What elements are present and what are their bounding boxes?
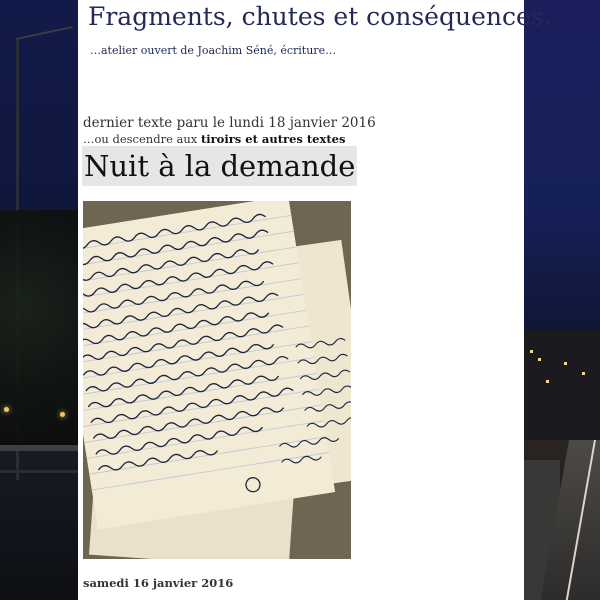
descend-line xyxy=(83,132,345,146)
window-light xyxy=(582,372,585,375)
window-light xyxy=(546,380,549,383)
latest-text-intro: dernier texte paru le lundi 18 janvier 2016 xyxy=(83,115,376,131)
next-post-date: samedi 16 janvier 2016 xyxy=(83,576,234,590)
window-light xyxy=(530,350,533,353)
street-lamp-arm xyxy=(16,26,73,40)
post-title[interactable]: Nuit à la demande xyxy=(82,146,357,186)
drawers-link[interactable]: tiroirs et autres textes xyxy=(200,132,346,146)
manuscript-photo xyxy=(83,201,351,559)
window-light xyxy=(564,362,567,365)
site-description: …atelier ouvert de Joachim Séné, écriture… xyxy=(90,44,337,57)
railing-lower xyxy=(0,470,78,473)
content-column xyxy=(78,0,552,600)
background-photo-right xyxy=(524,0,600,600)
window-light xyxy=(538,358,541,361)
railing xyxy=(0,445,78,451)
post-image[interactable] xyxy=(83,201,351,559)
background-photo-left xyxy=(0,0,78,600)
site-title[interactable]: Fragments, chutes et conséquences. xyxy=(88,2,552,31)
building-silhouette xyxy=(524,330,600,440)
city-light xyxy=(4,407,9,412)
trees-silhouette xyxy=(0,210,78,450)
city-light xyxy=(60,412,65,417)
descend-prefix: …ou descendre aux xyxy=(83,132,201,146)
